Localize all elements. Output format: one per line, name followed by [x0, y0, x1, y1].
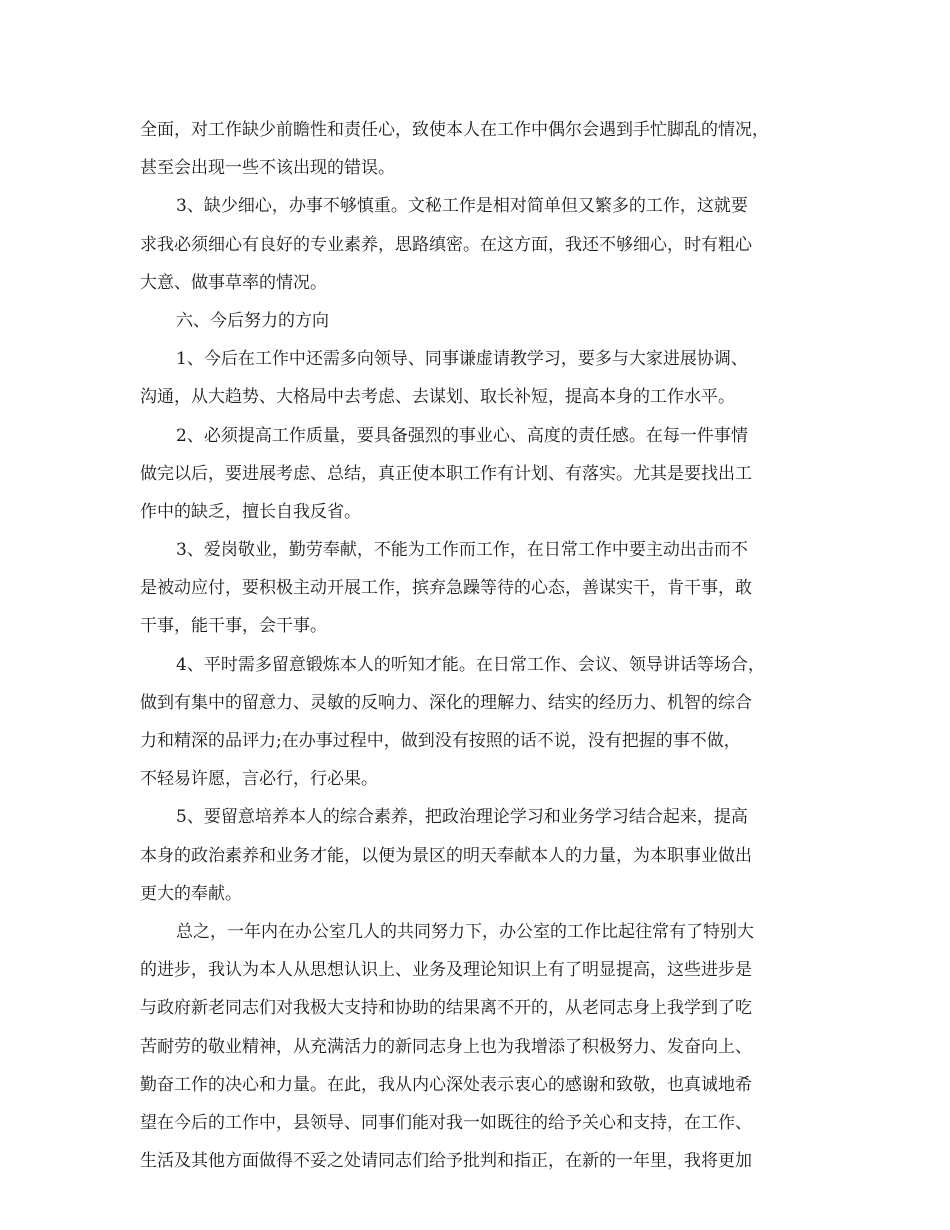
text-line: 不轻易许愿，言必行，行必果。	[140, 769, 378, 790]
text-line: 总之，一年内在办公室几人的共同努力下，办公室的工作比起往常有了特别大	[176, 921, 754, 942]
section-heading: 六、今后努力的方向	[176, 310, 329, 331]
text-line: 2、必须提高工作质量，要具备强烈的事业心、高度的责任感。在每一件事情	[176, 425, 748, 446]
text-line: 的进步，我认为本人从思想认识上、业务及理论知识上有了明显提高，这些进步是	[140, 960, 752, 981]
text-line: 4、平时需多留意锻炼本人的听知才能。在日常工作、会议、领导讲话等场合，	[176, 654, 765, 675]
text-line: 作中的缺乏，擅长自我反省。	[140, 501, 361, 522]
text-line: 大意、做事草率的情况。	[140, 272, 327, 293]
text-line: 3、爱岗敬业，勤劳奉献，不能为工作而工作，在日常工作中要主动出击而不	[176, 540, 748, 561]
text-line: 沟通，从大趋势、大格局中去考虑、去谋划、取长补短，提高本身的工作水平。	[140, 387, 735, 408]
text-line: 做完以后，要进展考虑、总结，真正使本职工作有计划、有落实。尤其是要找出工	[140, 463, 752, 484]
text-line: 甚至会出现一些不该出现的错误。	[140, 158, 395, 179]
text-line: 本身的政治素养和业务才能，以便为景区的明天奉献本人的力量，为本职事业做出	[140, 845, 752, 866]
text-line: 勤奋工作的决心和力量。在此，我从内心深处表示衷心的感谢和致敬，也真诚地希	[140, 1074, 752, 1095]
text-line: 3、缺少细心，办事不够慎重。文秘工作是相对简单但又繁多的工作，这就要	[176, 196, 748, 217]
text-line: 与政府新老同志们对我极大支持和协助的结果离不开的，从老同志身上我学到了吃	[140, 998, 752, 1019]
text-line: 生活及其他方面做得不妥之处请同志们给予批判和指正，在新的一年里，我将更加	[140, 1151, 752, 1172]
text-line: 全面，对工作缺少前瞻性和责任心，致使本人在工作中偶尔会遇到手忙脚乱的情况，	[140, 120, 769, 140]
text-line: 是被动应付，要积极主动开展工作，摈弃急躁等待的心态，善谋实干，肯干事，敢	[140, 578, 752, 599]
text-line: 5、要留意培养本人的综合素养，把政治理论学习和业务学习结合起来，提高	[176, 807, 748, 828]
text-line: 做到有集中的留意力、灵敏的反响力、深化的理解力、结实的经历力、机智的综合	[140, 692, 752, 713]
text-line: 求我必须细心有良好的专业素养，思路缜密。在这方面，我还不够细心，时有粗心	[140, 234, 752, 255]
text-line: 更大的奉献。	[140, 883, 242, 904]
text-line: 力和精深的品评力;在办事过程中，做到没有按照的话不说，没有把握的事不做，	[140, 731, 741, 751]
text-line: 苦耐劳的敬业精神，从充满活力的新同志身上也为我增添了积极努力、发奋向上、	[140, 1036, 752, 1057]
text-line: 1、今后在工作中还需多向领导、同事谦虚请教学习，要多与大家进展协调、	[176, 349, 748, 370]
text-line: 干事，能干事，会干事。	[140, 616, 327, 637]
document-body	[140, 111, 830, 1180]
text-line: 望在今后的工作中，县领导、同事们能对我一如既往的给予关心和支持，在工作、	[140, 1112, 752, 1133]
